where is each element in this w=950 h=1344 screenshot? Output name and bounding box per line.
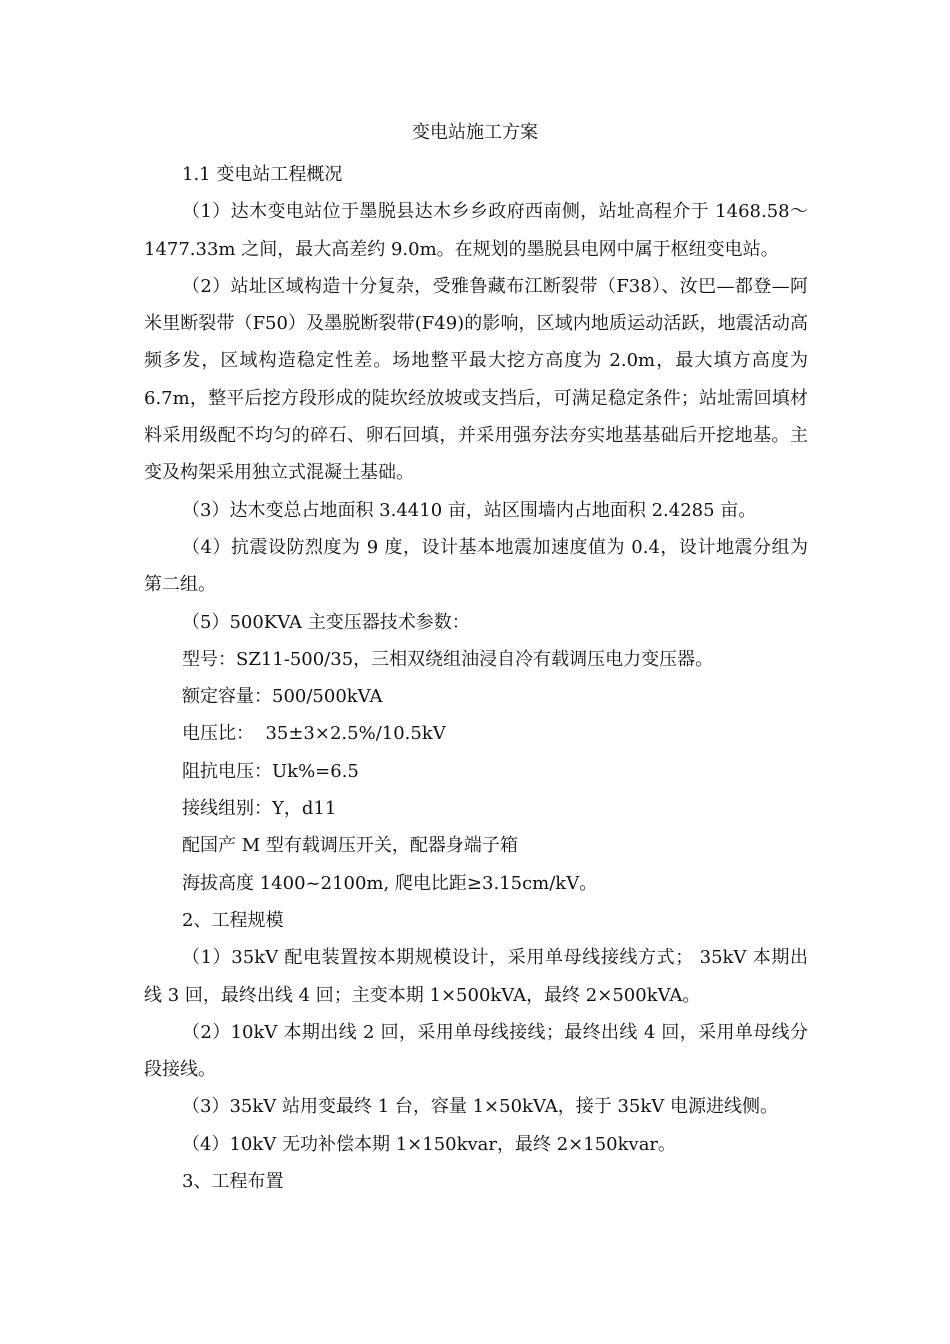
document-body <box>144 156 808 1200</box>
paragraph: （5）500KVA 主变压器技术参数： <box>182 611 470 633</box>
section-heading: 3、工程布置 <box>182 1171 284 1193</box>
section-heading: 2、工程规模 <box>182 909 284 931</box>
paragraph: （4）10kV 无功补偿本期 1×150kvar，最终 2×150kvar。 <box>182 1133 677 1155</box>
paragraph: （3）达木变总占地面积 3.4410 亩，站区围墙内占地面积 2.4285 亩。 <box>182 499 757 521</box>
document-title: 变电站施工方案 <box>412 122 538 143</box>
spec-line: 型号：SZ11-500/35，三相双绕组油浸自冷有载调压电力变压器。 <box>182 648 714 670</box>
paragraph: （2）站址区域构造十分复杂，受雅鲁藏布江断裂带（F38）、汝巴—都登—阿米里断裂带（F50）及墨脱断裂带(F49)的影响，区域内地质运动活跃，地震活动高频多发，区域构造稳定性差。场地整平最大挖方高度为 2.0m，最大填方高度为 6.7m，整平后挖方段形成的陡坎经放坡或支挡后，可满足稳定条件；站址需回填材料采用级配不均匀的碎石、卵石回填，并采用强夯法夯实地基基础后开挖地基。主变及构架采用独立式混凝土基础。 <box>144 275 808 484</box>
paragraph: （1）35kV 配电装置按本期规模设计，采用单母线接线方式； 35kV 本期出线 3 回，最终出线 4 回；主变本期 1×500kVA，最终 2×500kVA。 <box>144 947 808 1006</box>
spec-line: 额定容量：500/500kVA <box>182 686 383 708</box>
spec-line: 电压比： 35±3×2.5%/10.5kV <box>182 723 446 745</box>
spec-line: 海拔高度 1400~2100m, 爬电比距≥3.15cm/kV。 <box>182 872 598 894</box>
spec-line: 接线组别：Y，d11 <box>182 798 337 820</box>
paragraph: （4）抗震设防烈度为 9 度，设计基本地震加速度值为 0.4，设计地震分组为第二组。 <box>144 536 808 596</box>
spec-line: 配国产 M 型有载调压开关，配器身端子箱 <box>182 835 518 857</box>
spec-line: 阻抗电压：Uk%=6.5 <box>182 760 359 782</box>
paragraph: （1）达木变电站位于墨脱县达木乡乡政府西南侧，站址高程介于 1468.58～1477.33m 之间，最大高差约 9.0m。在规划的墨脱县电网中属于枢纽变电站。 <box>144 201 808 260</box>
paragraph: （2）10kV 本期出线 2 回，采用单母线接线；最终出线 4 回，采用单母线分段接线。 <box>144 1021 808 1081</box>
paragraph: （3）35kV 站用变最终 1 台，容量 1×50kVA，接于 35kV 电源进线侧。 <box>182 1096 778 1118</box>
section-heading: 1.1 变电站工程概况 <box>182 164 343 185</box>
